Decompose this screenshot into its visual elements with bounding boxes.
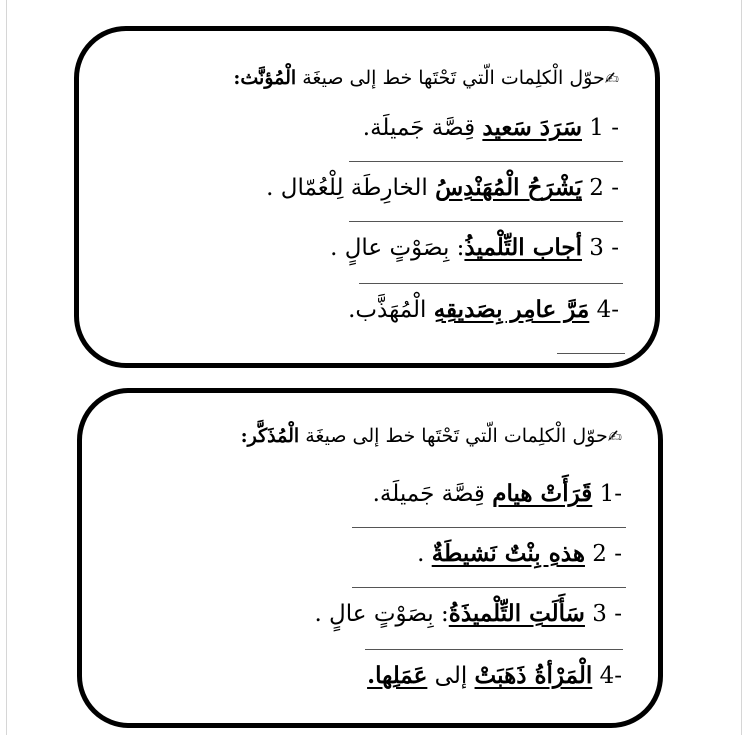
question-text: . <box>417 541 432 567</box>
answer-line[interactable] <box>359 283 623 284</box>
answer-line[interactable] <box>557 353 625 354</box>
instruction-line <box>241 421 622 452</box>
question-1 <box>363 113 619 143</box>
question-text: قِصَّة جَميلَة. <box>372 481 493 507</box>
question-text: الْمُهَذَّب. <box>348 297 434 323</box>
question-number: 1 - <box>589 115 619 141</box>
question-number: 3 - <box>589 235 619 261</box>
question-number: 2 - <box>589 175 619 201</box>
instruction-text: حوّل الْكلِمات الّتي تَحْتَها خط إلى صيغَة <box>305 425 608 447</box>
answer-line[interactable] <box>365 649 623 650</box>
question-4 <box>348 295 619 325</box>
question-text: : بِصَوْتٍ عالٍ . <box>314 601 449 627</box>
question-3 <box>330 233 619 263</box>
question-4 <box>367 661 622 691</box>
question-text: الخارِطَة لِلْعُمّال . <box>266 175 436 201</box>
answer-line[interactable] <box>352 527 626 528</box>
question-number: 4- <box>599 663 622 689</box>
exercise-card-feminine <box>74 26 660 368</box>
instruction-colon: : <box>240 425 248 447</box>
target-words: سَرَدَ سَعيد <box>482 114 582 141</box>
answer-line[interactable] <box>349 161 623 162</box>
question-2 <box>266 173 619 203</box>
exercise-card-masculine <box>77 388 663 728</box>
page-edge-right <box>741 0 742 735</box>
target-words: قَرَأَتْ هيام <box>492 480 593 507</box>
instruction-colon: : <box>233 67 241 89</box>
instruction-target: الْمُؤنَّث <box>240 67 297 89</box>
target-words: يَشْرَحُ الْمُهَنْدِسُ <box>435 174 582 201</box>
target-words: أجاب التِّلْميذُ <box>464 234 582 261</box>
question-number: 2 - <box>592 541 622 567</box>
instruction-line <box>233 63 619 94</box>
page-edge-left <box>6 0 7 735</box>
question-text: : بِصَوْتٍ عالٍ . <box>330 235 465 261</box>
question-number: 4- <box>596 297 619 323</box>
question-3 <box>314 599 622 629</box>
question-text: إلى <box>427 663 475 689</box>
answer-line[interactable] <box>349 221 623 222</box>
pencil-icon: ✍ <box>604 69 619 89</box>
pencil-icon: ✍ <box>607 427 622 447</box>
instruction-target: الْمُذَكَّر <box>247 425 300 447</box>
answer-line[interactable] <box>352 587 626 588</box>
target-words: هذهِ بِنْتٌ نَشيطَةٌ <box>431 540 585 567</box>
target-words: عَمَلِها. <box>367 662 428 689</box>
question-number: 3 - <box>592 601 622 627</box>
question-text: قِصَّة جَميلَة. <box>362 115 483 141</box>
target-words: الْمَرْأةُ ذَهَبَتْ <box>474 662 593 689</box>
target-words: سَأَلَتِ التِّلْميذَةُ <box>448 600 585 627</box>
question-number: 1- <box>599 481 622 507</box>
question-2 <box>417 539 622 569</box>
instruction-text: حوّل الْكلِمات الّتي تَحْتَها خط إلى صيغَة <box>302 67 605 89</box>
target-words: مَرَّ عامِر بِصَديقِهِ <box>433 296 590 323</box>
question-1 <box>373 479 622 509</box>
